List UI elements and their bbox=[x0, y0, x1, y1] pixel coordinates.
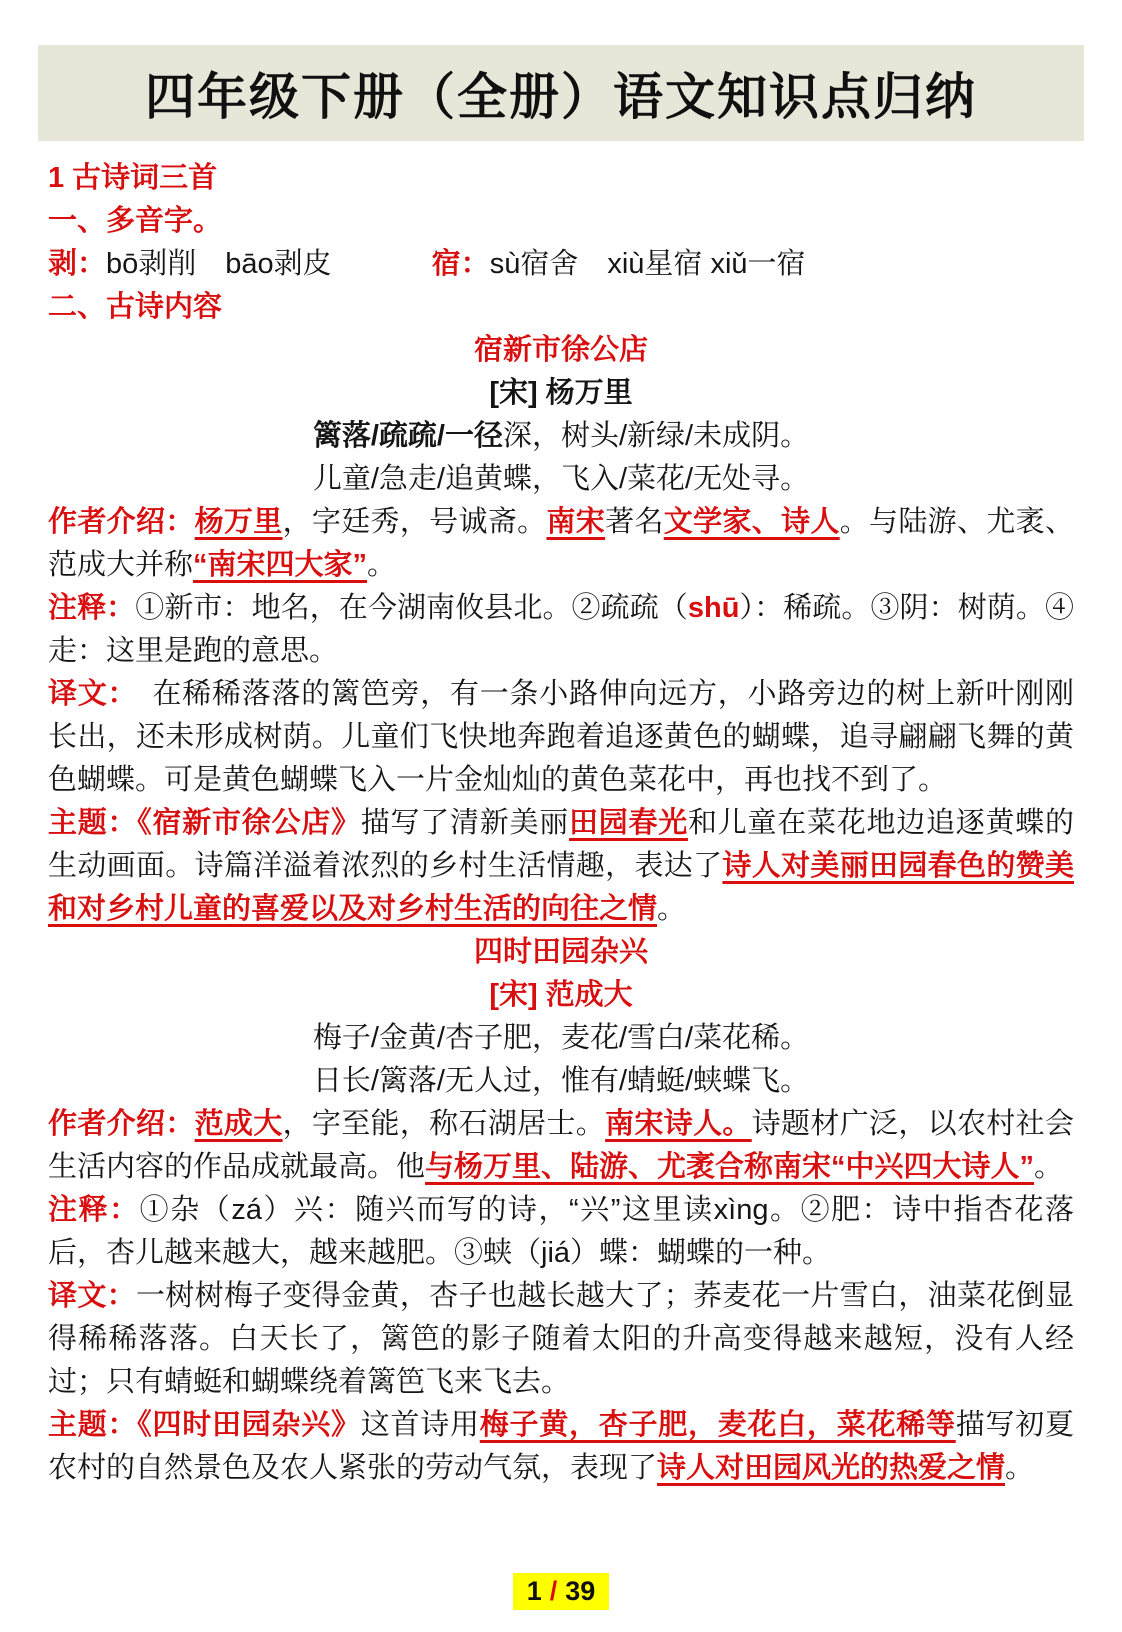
text-run: 南宋诗人。 bbox=[605, 1108, 752, 1140]
text-run: 日长/篱落/无人过，惟有/蜻蜓/蛱蝶飞。 bbox=[312, 1065, 810, 1097]
poem-title bbox=[48, 931, 1074, 974]
current-page-number: 1 bbox=[526, 1576, 542, 1606]
text-run: ①杂（zá）兴：随兴而写的诗，“兴”这里读xìng。②肥：诗中指杏花落后，杏儿越来越大，越来越肥。③蛱（jiá）蝶：蝴蝶的一种。 bbox=[48, 1194, 1074, 1269]
theme bbox=[48, 1404, 1074, 1490]
text-run: 译文： bbox=[48, 1280, 136, 1312]
translation bbox=[48, 673, 1074, 802]
text-run: 一树树梅子变得金黄，杏子也越长越大了；荞麦花一片雪白，油菜花倒显得稀稀落落。白天长了，篱笆的影子随着太阳的升高变得越来越短，没有人经过；只有蜻蜓和蝴蝶绕着篱笆飞来飞去。 bbox=[48, 1280, 1074, 1398]
poem-line bbox=[48, 1060, 1074, 1103]
notes bbox=[48, 1189, 1074, 1275]
page-title: 四年级下册（全册）语文知识点归纳 bbox=[145, 69, 977, 125]
poem-line bbox=[48, 1017, 1074, 1060]
text-run: ，字廷秀，号诚斋。 bbox=[282, 506, 547, 538]
poem-author bbox=[48, 974, 1074, 1017]
subsection-heading-polyphones bbox=[48, 200, 1074, 243]
text-run: 注释： bbox=[48, 592, 136, 624]
text-run: 二、古诗内容 bbox=[48, 291, 223, 323]
text-run: 1 古诗词三首 bbox=[48, 162, 218, 194]
author-intro bbox=[48, 1103, 1074, 1189]
text-run: 诗人对美丽田园春色的赞美和对乡村儿童的喜爱以及对乡村生活的向往之情 bbox=[48, 850, 1074, 925]
text-run: 四时田园杂兴 bbox=[473, 936, 648, 968]
poem-line bbox=[48, 415, 1074, 458]
notes bbox=[48, 587, 1074, 673]
document-content bbox=[48, 157, 1074, 1490]
polyphone-line bbox=[48, 243, 1074, 286]
text-run: ）：稀疏。③阴：树荫。④走：这里是跑的意思。 bbox=[48, 592, 1074, 667]
text-run: 。 bbox=[657, 893, 687, 925]
lesson-heading bbox=[48, 157, 1074, 200]
text-run: ①新市：地名，在今湖南攸县北。②疏疏（ bbox=[135, 592, 688, 624]
text-run: 范成大 bbox=[194, 1108, 283, 1140]
text-run: 南宋 bbox=[546, 506, 606, 538]
text-run: 译文： bbox=[48, 678, 123, 710]
page-indicator bbox=[513, 1573, 610, 1610]
text-run: 作者介绍： bbox=[48, 1108, 195, 1140]
text-run: shū bbox=[687, 592, 740, 624]
theme bbox=[48, 802, 1074, 931]
text-run: 和儿童在菜花地边追逐黄蝶的生动画面。诗篇洋溢着浓烈的乡村生活情趣，表达了 bbox=[48, 807, 1074, 882]
author-intro bbox=[48, 501, 1074, 587]
text-run: 作者介绍： bbox=[48, 506, 195, 538]
text-run: 描写初夏农村的自然景色及农人紧张的劳动气氛，表现了 bbox=[48, 1409, 1074, 1484]
text-run: 田园春光 bbox=[568, 807, 688, 839]
text-run: 与杨万里、陆游、尤袤合称南宋“中兴四大诗人” bbox=[425, 1151, 1035, 1183]
text-run: 。 bbox=[367, 549, 397, 581]
text-run: 篱落/疏疏/一径 bbox=[312, 420, 503, 452]
text-run: 梅子黄，杏子肥，麦花白，菜花稀等 bbox=[479, 1409, 956, 1441]
text-run: 主题： bbox=[48, 1409, 138, 1441]
subsection-heading-poems bbox=[48, 286, 1074, 329]
text-run: 宿： bbox=[431, 248, 490, 280]
text-run: 注释： bbox=[48, 1194, 140, 1226]
text-run: ，字至能，称石湖居士。 bbox=[282, 1108, 606, 1140]
text-run: [宋] 杨万里 bbox=[489, 377, 633, 409]
text-run: 儿童/急走/追黄蝶，飞入/菜花/无处寻。 bbox=[312, 463, 810, 495]
page-footer bbox=[0, 1573, 1122, 1610]
poem-author bbox=[48, 372, 1074, 415]
title-banner bbox=[38, 45, 1084, 141]
text-run: 诗题材广泛，以农村社会生活内容的作品成就最高。他 bbox=[48, 1108, 1074, 1183]
text-run: 著名 bbox=[605, 506, 664, 538]
poem-title bbox=[48, 329, 1074, 372]
text-run: 在稀稀落落的篱笆旁，有一条小路伸向远方，小路旁边的树上新叶刚刚长出，还未形成树荫。儿童们飞快地奔跑着追逐黄色的蝴蝶，追寻翩翩飞舞的黄色蝴蝶。可是黄色蝴蝶飞入一片金灿灿的黄色菜花中，再也找不到了。 bbox=[48, 678, 1074, 796]
text-run: 文学家、诗人 bbox=[663, 506, 840, 538]
text-run: 深，树头/新绿/未成阴。 bbox=[503, 420, 810, 452]
total-pages-number: 39 bbox=[565, 1576, 596, 1606]
translation bbox=[48, 1275, 1074, 1404]
page-separator: / bbox=[549, 1576, 558, 1606]
text-run: bō剥削 bāo剥皮 bbox=[106, 248, 332, 280]
text-run: 这首诗用 bbox=[360, 1409, 480, 1441]
text-run: 宿新市徐公店 bbox=[473, 334, 648, 366]
text-run: 诗人对田园风光的热爱之情 bbox=[657, 1452, 1006, 1484]
text-run: 剥： bbox=[48, 248, 107, 280]
text-run: 。 bbox=[1034, 1151, 1064, 1183]
text-run: 主题： bbox=[48, 807, 138, 839]
text-run: 杨万里 bbox=[194, 506, 283, 538]
text-run: sù宿舍 xiù星宿 xiǔ一宿 bbox=[489, 248, 806, 280]
poem-line bbox=[48, 458, 1074, 501]
text-run: 描写了清新美丽 bbox=[360, 807, 569, 839]
text-run: “南宋四大家” bbox=[193, 549, 368, 581]
text-run: 《宿新市徐公店》 bbox=[137, 807, 361, 839]
text-run: 一、多音字。 bbox=[48, 205, 223, 237]
text-run: 。 bbox=[1005, 1452, 1035, 1484]
text-run: 《四时田园杂兴》 bbox=[137, 1409, 361, 1441]
text-run: 梅子/金黄/杏子肥，麦花/雪白/菜花稀。 bbox=[312, 1022, 810, 1054]
text-run: 。与陆游、尤袤、范成大并称 bbox=[48, 506, 1074, 581]
text-run: [宋] 范成大 bbox=[489, 979, 633, 1011]
